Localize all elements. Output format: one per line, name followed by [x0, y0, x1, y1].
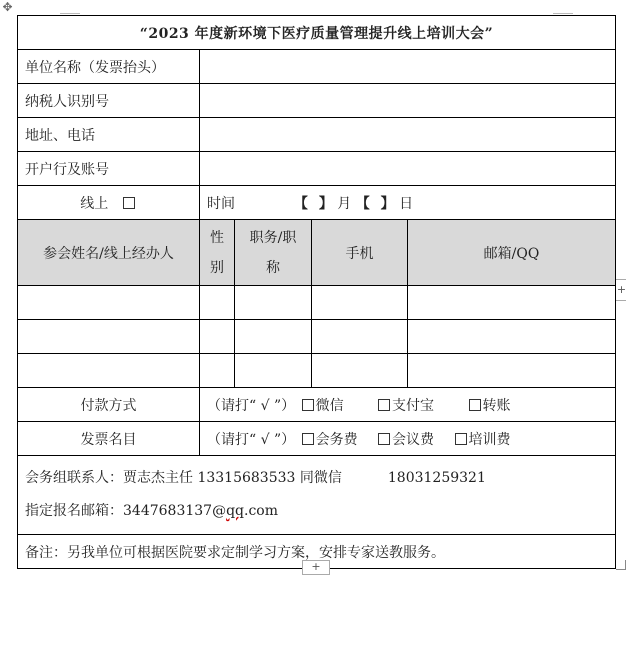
field-label-bank-account: 开户行及账号	[18, 152, 200, 186]
field-label-address-phone: 地址、电话	[18, 118, 200, 152]
field-input-bank-account[interactable]	[200, 152, 616, 186]
participant-name-cell[interactable]	[18, 286, 200, 320]
field-input-tax-id[interactable]	[200, 84, 616, 118]
email-domain: qq	[226, 503, 245, 519]
note-cell: 备注：另我单位可根据医院要求定制学习方案，安排专家送教服务。	[18, 535, 616, 569]
field-label-tax-id: 纳税人识别号	[18, 84, 200, 118]
day-label: 日	[399, 195, 414, 212]
field-input-address-phone[interactable]	[200, 118, 616, 152]
participant-phone-cell[interactable]	[312, 286, 408, 320]
invoice-label: 发票名目	[18, 422, 200, 456]
payment-option-label: 支付宝	[392, 397, 435, 414]
col-header-role-line1: 职务/职	[249, 229, 297, 246]
table-resize-handle[interactable]	[616, 560, 626, 570]
col-header-gender	[200, 220, 235, 286]
invoice-option-label: 培训费	[468, 431, 511, 448]
contact-cell	[18, 456, 616, 535]
day-bracket-open: 【	[355, 195, 370, 212]
checkbox-icon[interactable]	[302, 399, 314, 411]
contact-person: 会务组联系人：贾志杰主任 13315683533 同微信	[25, 470, 342, 486]
move-table-icon[interactable]: ✥	[2, 0, 13, 14]
month-bracket-open: 【	[293, 195, 308, 212]
payment-option-label: 微信	[315, 397, 344, 414]
participant-role-cell[interactable]	[235, 286, 312, 320]
email-suffix: .com	[244, 503, 279, 519]
participant-role-cell[interactable]	[235, 354, 312, 388]
month-label: 月	[337, 195, 352, 212]
col-header-email: 邮箱/QQ	[408, 220, 616, 286]
participant-email-cell[interactable]	[408, 286, 616, 320]
email-line	[25, 495, 608, 528]
col-header-gender-line2: 别	[210, 259, 224, 276]
contact-phone-2: 18031259321	[387, 470, 486, 486]
checkbox-icon[interactable]	[302, 433, 314, 445]
participant-role-cell[interactable]	[235, 320, 312, 354]
invoice-option-label: 会务费	[315, 431, 358, 448]
col-header-name: 参会姓名/线上经办人	[18, 220, 200, 286]
participant-gender-cell[interactable]	[200, 286, 235, 320]
form-title: “2023 年度新环境下医疗质量管理提升线上培训大会”	[18, 16, 616, 50]
participant-name-cell[interactable]	[18, 320, 200, 354]
payment-options-cell	[200, 388, 616, 422]
invoice-option-training[interactable]	[455, 429, 511, 449]
participant-phone-cell[interactable]	[312, 320, 408, 354]
email-prefix: 指定报名邮箱：3447683137@	[25, 503, 227, 519]
invoice-hint: （请打“ √ ”）	[207, 431, 296, 448]
day-bracket-close: 】	[380, 195, 395, 212]
payment-option-transfer[interactable]	[469, 395, 511, 415]
payment-option-wechat[interactable]	[302, 395, 344, 415]
month-bracket-close: 】	[318, 195, 333, 212]
field-label-company: 单位名称（发票抬头）	[18, 50, 200, 84]
participant-gender-cell[interactable]	[200, 320, 235, 354]
payment-option-alipay[interactable]	[378, 395, 434, 415]
participant-gender-cell[interactable]	[200, 354, 235, 388]
participant-name-cell[interactable]	[18, 354, 200, 388]
col-header-phone: 手机	[312, 220, 408, 286]
online-cell	[18, 186, 200, 220]
insert-column-button[interactable]: +	[616, 279, 626, 301]
invoice-option-conference[interactable]	[302, 429, 358, 449]
payment-hint: （请打“ √ ”）	[207, 397, 296, 414]
checkbox-icon[interactable]	[455, 433, 467, 445]
payment-label: 付款方式	[18, 388, 200, 422]
col-header-role	[235, 220, 312, 286]
participant-email-cell[interactable]	[408, 320, 616, 354]
time-label: 时间	[207, 195, 235, 212]
invoice-option-label: 会议费	[392, 431, 435, 448]
time-cell	[200, 186, 616, 220]
checkbox-icon[interactable]	[378, 433, 390, 445]
contact-line	[25, 462, 608, 495]
online-checkbox[interactable]	[123, 197, 135, 209]
checkbox-icon[interactable]	[469, 399, 481, 411]
checkbox-icon[interactable]	[378, 399, 390, 411]
table-row	[18, 286, 616, 320]
participant-email-cell[interactable]	[408, 354, 616, 388]
payment-option-label: 转账	[482, 397, 511, 414]
online-label: 线上	[80, 195, 109, 212]
col-header-role-line2: 称	[266, 259, 280, 276]
field-input-company[interactable]	[200, 50, 616, 84]
invoice-option-meeting[interactable]	[378, 429, 434, 449]
table-row	[18, 320, 616, 354]
add-row-button[interactable]: +	[302, 560, 330, 575]
ruler-mark	[553, 13, 573, 14]
col-header-gender-line1: 性	[210, 229, 224, 246]
registration-form-table	[17, 15, 616, 569]
invoice-options-cell	[200, 422, 616, 456]
table-row	[18, 354, 616, 388]
participant-phone-cell[interactable]	[312, 354, 408, 388]
ruler-mark	[60, 13, 80, 14]
